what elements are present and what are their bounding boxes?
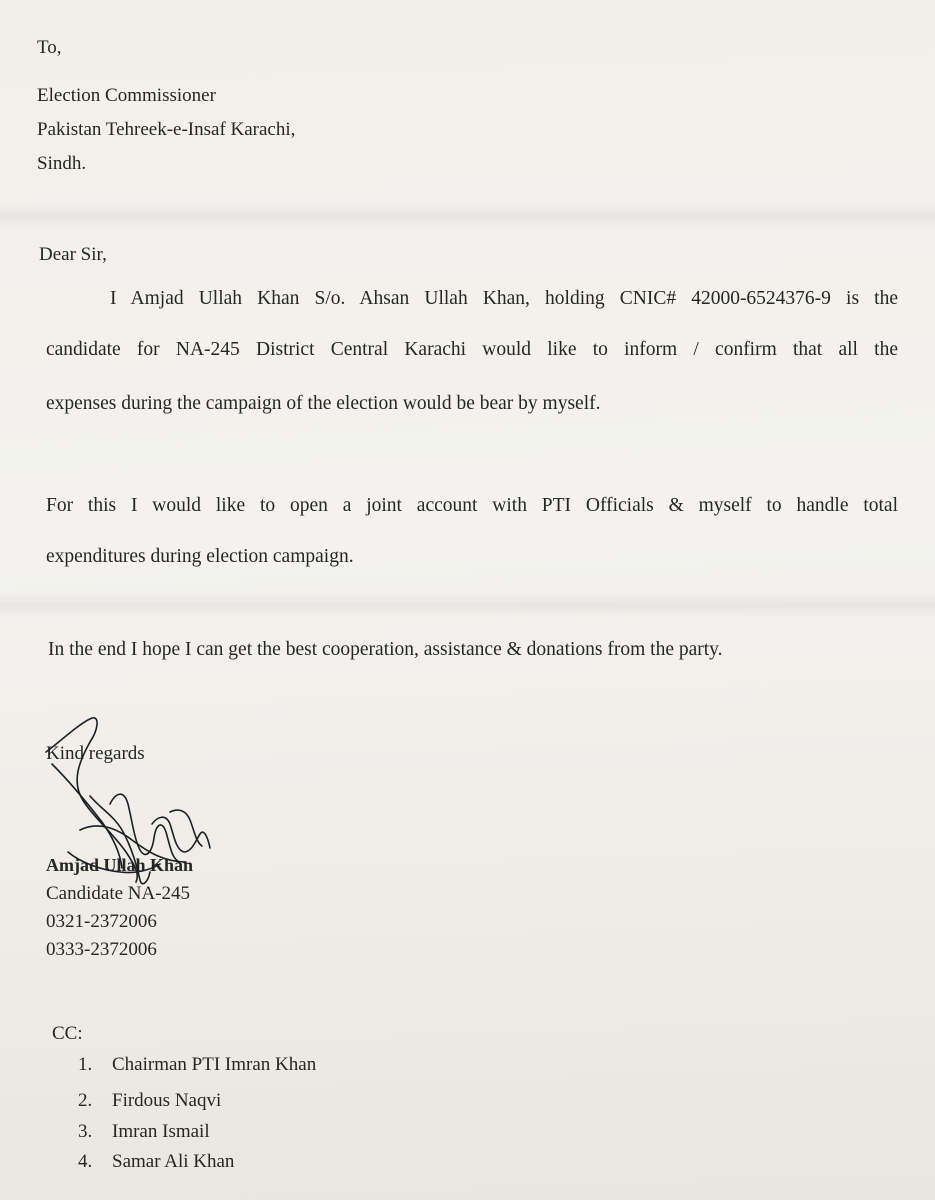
cc-item-name: Firdous Naqvi [112,1090,222,1111]
cc-label: CC: [52,1023,83,1044]
cc-item-number: 4. [78,1151,93,1172]
sender-role: Candidate NA-245 [46,883,191,904]
paragraph-2-line-1: For this I would like to open a joint account with PTI Officials & myself to handle total [46,495,898,516]
closing: Kind regards [46,743,145,764]
cc-list-item [78,1150,234,1174]
cc-item-name: Chairman PTI Imran Khan [112,1054,317,1075]
cc-item-name: Imran Ismail [112,1121,210,1142]
cc-item-number: 1. [78,1054,93,1075]
cc-item-name: Samar Ali Khan [112,1151,235,1172]
sender-phone-1: 0321-2372006 [46,911,157,932]
paragraph-1-line-2: candidate for NA-245 District Central Karachi would like to inform / confirm that all the [46,339,898,360]
cc-item-number: 2. [78,1090,93,1111]
paragraph-1-line-1: I Amjad Ullah Khan S/o. Ahsan Ullah Khan, holding CNIC# 42000-6524376-9 is the [110,288,898,309]
cc-list-item [78,1053,316,1077]
cc-list-item [78,1089,221,1113]
paper-fold-shadow [0,592,935,618]
recipient-title: Election Commissioner [37,85,216,106]
paragraph-3-line-1: In the end I hope I can get the best cooperation, assistance & donations from the party. [48,639,723,660]
paragraph-2-line-2: expenditures during election campaign. [46,546,354,567]
greeting: Dear Sir, [39,244,107,265]
sender-phone-2: 0333-2372006 [46,939,157,960]
cc-list-item [78,1120,210,1144]
cc-item-number: 3. [78,1121,93,1142]
recipient-organization: Pakistan Tehreek-e-Insaf Karachi, [37,119,296,140]
paper-fold-shadow [0,203,935,229]
sender-name: Amjad Ullah Khan [46,855,194,875]
recipient-to: To, [37,37,62,58]
paragraph-1-line-3: expenses during the campaign of the election would be bear by myself. [46,393,601,414]
recipient-province: Sindh. [37,153,87,174]
